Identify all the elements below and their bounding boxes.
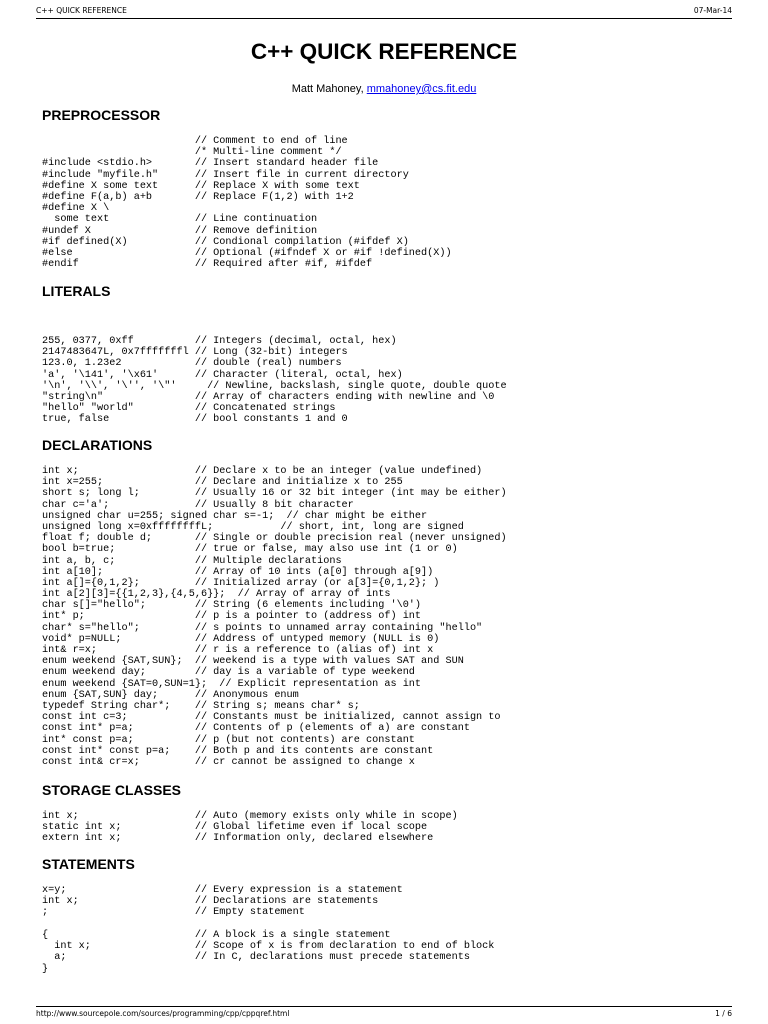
code-block-preprocessor bbox=[42, 136, 452, 270]
footer-page-number: 1 / 6 bbox=[715, 1009, 732, 1018]
code-line: const int c=3; // Constants must be initialized, cannot assign to bbox=[42, 712, 501, 724]
code-line: true, false // bool constants 1 and 0 bbox=[42, 414, 348, 426]
code-line: static int x; // Global lifetime even if local scope bbox=[42, 822, 428, 834]
footer-url: http://www.sourcepole.com/sources/programming/cpp/cppqref.html bbox=[36, 1009, 290, 1018]
code-line: void* p=NULL; // Address of untyped memory (NULL is 0) bbox=[42, 633, 440, 645]
page-footer bbox=[36, 1006, 732, 1021]
code-block-declarations bbox=[42, 466, 507, 768]
code-line: #endif // Required after #if, #ifdef bbox=[42, 259, 373, 271]
code-line: /* Multi-line comment */ bbox=[42, 147, 342, 159]
code-line: #undef X // Remove definition bbox=[42, 225, 318, 237]
author-email-link[interactable]: mmahoney@cs.fit.edu bbox=[366, 83, 477, 95]
code-line: #if defined(X) // Condional compilation (#ifdef X) bbox=[42, 236, 409, 248]
header-title: C++ QUICK REFERENCE bbox=[36, 6, 127, 15]
code-line: unsigned long x=0xffffffffL; // short, int, long are signed bbox=[42, 521, 464, 533]
code-line: int x; // Auto (memory exists only while in scope) bbox=[42, 811, 458, 822]
code-line: int x; // Scope of x is from declaration to end of block bbox=[42, 941, 495, 953]
code-line: #define X \ bbox=[42, 203, 110, 215]
section-heading-statements: STATEMENTS bbox=[42, 856, 135, 872]
code-line: #include "myfile.h" // Insert file in current directory bbox=[42, 169, 409, 181]
code-line: int* const p=a; // p (but not contents) are constant bbox=[42, 734, 415, 746]
section-heading-declarations: DECLARATIONS bbox=[42, 437, 153, 453]
code-line: } bbox=[42, 963, 49, 975]
code-line: #define X some text // Replace X with some text bbox=[42, 180, 360, 192]
code-line: 2147483647L, 0x7fffffffl // Long (32-bit) integers bbox=[42, 347, 348, 359]
code-line: #define F(a,b) a+b // Replace F(1,2) with 1+2 bbox=[42, 191, 354, 203]
code-line: const int& cr=x; // cr cannot be assigned to change x bbox=[42, 756, 415, 768]
code-line: 123.0, 1.23e2 // double (real) numbers bbox=[42, 358, 342, 370]
code-line: #else // Optional (#ifndef X or #if !defined(X)) bbox=[42, 247, 452, 259]
code-line: int* p; // p is a pointer to (address of) int bbox=[42, 611, 422, 623]
section-heading-literals: LITERALS bbox=[42, 283, 111, 299]
code-line: "hello" "world" // Concatenated strings bbox=[42, 403, 336, 415]
code-line: char c='a'; // Usually 8 bit character bbox=[42, 499, 354, 511]
page-header bbox=[36, 6, 732, 19]
header-date: 07-Mar-14 bbox=[693, 6, 732, 15]
code-line: const int* p=a; // Contents of p (elements of a) are constant bbox=[42, 723, 470, 735]
code-line: char s[]="hello"; // String (6 elements including '\0') bbox=[42, 600, 422, 612]
code-line: extern int x; // Information only, declared elsewhere bbox=[42, 833, 434, 845]
code-line: int a, b, c; // Multiple declarations bbox=[42, 555, 342, 567]
code-line: enum weekend {SAT,SUN}; // weekend is a type with values SAT and SUN bbox=[42, 656, 464, 668]
code-line: // Comment to end of line bbox=[42, 136, 348, 147]
code-line: int a[]={0,1,2}; // Initialized array (or a[3]={0,1,2}; ) bbox=[42, 577, 440, 589]
section-heading-storage-classes: STORAGE CLASSES bbox=[42, 782, 181, 798]
code-line: ; // Empty statement bbox=[42, 907, 305, 919]
code-line: some text // Line continuation bbox=[42, 214, 318, 226]
code-line: const int* const p=a; // Both p and its contents are constant bbox=[42, 745, 434, 757]
code-line: enum weekend {SAT=0,SUN=1}; // Explicit representation as int bbox=[42, 678, 422, 690]
code-line: short s; long l; // Usually 16 or 32 bit integer (int may be either) bbox=[42, 488, 507, 500]
code-line: #include <stdio.h> // Insert standard header file bbox=[42, 158, 379, 170]
code-line: { // A block is a single statement bbox=[42, 930, 391, 941]
code-line: float f; double d; // Single or double precision real (never unsigned) bbox=[42, 533, 507, 545]
code-block-statements-b bbox=[42, 930, 494, 975]
code-line: unsigned char u=255; signed char s=-1; // char might be either bbox=[42, 510, 428, 522]
code-line: int a[2][3]={{1,2,3},{4,5,6}}; // Array of array of ints bbox=[42, 589, 391, 601]
code-line: int a[10]; // Array of 10 ints (a[0] through a[9]) bbox=[42, 566, 434, 578]
code-line: a; // In C, declarations must precede statements bbox=[42, 952, 470, 964]
author-line bbox=[0, 83, 768, 95]
code-block-statements-a bbox=[42, 885, 403, 919]
code-line: typedef String char*; // String s; means char* s; bbox=[42, 700, 360, 712]
code-line: 'a', '\141', '\x61' // Character (literal, octal, hex) bbox=[42, 369, 403, 381]
code-block-literals bbox=[42, 336, 507, 426]
code-line: int x; // Declare x to be an integer (value undefined) bbox=[42, 466, 483, 477]
author-name: Matt Mahoney, bbox=[291, 83, 364, 95]
code-line: enum weekend day; // day is a variable of type weekend bbox=[42, 667, 415, 679]
code-line: "string\n" // Array of characters ending with newline and \0 bbox=[42, 391, 495, 403]
code-line: bool b=true; // true or false, may also use int (1 or 0) bbox=[42, 544, 458, 556]
section-heading-preprocessor: PREPROCESSOR bbox=[42, 107, 161, 123]
code-line: '\n', '\\', '\'', '\"' // Newline, backslash, single quote, double quote bbox=[42, 380, 507, 392]
code-line: int x=255; // Declare and initialize x to 255 bbox=[42, 477, 403, 489]
document-title: C++ QUICK REFERENCE bbox=[250, 39, 518, 64]
code-line: int x; // Declarations are statements bbox=[42, 896, 379, 908]
code-line: int& r=x; // r is a reference to (alias of) int x bbox=[42, 645, 434, 656]
code-block-storage-classes bbox=[42, 811, 458, 845]
code-line: enum {SAT,SUN} day; // Anonymous enum bbox=[42, 689, 299, 701]
code-line: x=y; // Every expression is a statement bbox=[42, 885, 403, 896]
code-line: 255, 0377, 0xff // Integers (decimal, octal, hex) bbox=[42, 336, 397, 347]
code-line: char* s="hello"; // s points to unnamed array containing "hello" bbox=[42, 622, 483, 634]
